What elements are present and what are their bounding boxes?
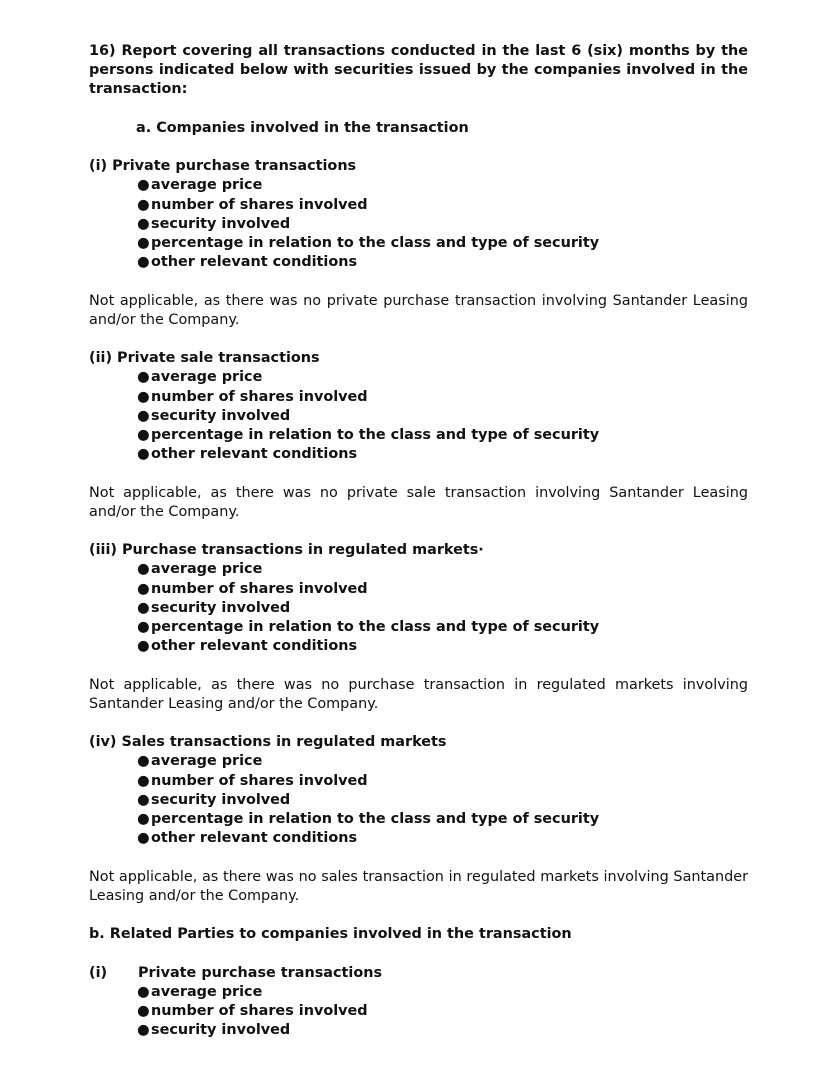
list-item: ●security involved [137,599,748,618]
list-item: ●security involved [137,791,748,810]
item-number: (i) [89,964,108,981]
related-private-purchase-heading [89,964,748,983]
bullet-icon: ● [137,196,150,213]
regulated-purchase-heading: (iii) Purchase transactions in regulated markets· [89,542,484,559]
bullet-icon: ● [137,638,150,655]
list-item: ●number of shares involved [137,196,748,215]
list-item: ●average price [137,368,748,387]
bullet-icon: ● [137,983,150,1000]
bullet-icon: ● [137,254,150,271]
bullet-list [89,560,748,656]
private-sale-note: Not applicable, as there was no private sale transaction involving Santander Leasing and/or the Company. [89,484,748,520]
list-item: ●percentage in relation to the class and type of security [137,234,748,253]
list-item: ●number of shares involved [137,772,748,791]
list-item: ●average price [137,752,748,771]
bullet-icon: ● [137,427,150,443]
bullet-icon: ● [137,235,150,251]
section-a-heading: a. Companies involved in the transaction [136,119,469,136]
bullet-icon: ● [137,215,150,232]
regulated-sales-note: Not applicable, as there was no sales transaction in regulated markets involving Santander Leasing and/or the Company. [89,868,748,904]
list-item: ●other relevant conditions [137,445,748,464]
private-sale-heading: (ii) Private sale transactions [89,350,320,367]
list-item: ●number of shares involved [137,388,748,407]
bullet-icon: ● [137,388,150,405]
bullet-icon: ● [137,446,150,463]
bullet-icon: ● [137,619,150,635]
bullet-list [89,983,748,1041]
section-b-heading: b. Related Parties to companies involved in the transaction [89,926,572,943]
regulated-sales-heading: (iv) Sales transactions in regulated markets [89,734,447,751]
list-item: ●percentage in relation to the class and type of security [137,810,748,829]
list-item: ●other relevant conditions [137,637,748,656]
list-item: ●percentage in relation to the class and type of security [137,618,748,637]
private-purchase-heading: (i) Private purchase transactions [89,158,357,175]
bullet-icon: ● [137,407,150,424]
document-content [89,42,748,1040]
list-item: ●average price [137,176,748,195]
item-title: Private purchase transactions [138,964,383,981]
private-purchase-note: Not applicable, as there was no private purchase transaction involving Santander Leasing and/or the Company. [89,292,748,328]
bullet-icon: ● [137,811,150,827]
list-item: ●other relevant conditions [137,829,748,848]
item-16-intro: 16) Report covering all transactions conducted in the last 6 (six) months by the persons indicated below with securities issued by the companies involved in the transaction: [89,43,748,98]
list-item: ●other relevant conditions [137,253,748,272]
list-item: ●security involved [137,407,748,426]
bullet-icon: ● [137,580,150,597]
bullet-list [89,176,748,272]
bullet-icon: ● [137,1022,150,1039]
bullet-icon: ● [137,561,150,578]
bullet-icon: ● [137,177,150,194]
bullet-list [89,368,748,464]
bullet-icon: ● [137,772,150,789]
list-item: ●number of shares involved [137,580,748,599]
bullet-icon: ● [137,830,150,847]
list-item: ●average price [137,983,748,1002]
bullet-icon: ● [137,369,150,386]
list-item: ●percentage in relation to the class and type of security [137,426,748,445]
bullet-icon: ● [137,753,150,770]
list-item: ●number of shares involved [137,1002,748,1021]
bullet-icon: ● [137,599,150,616]
bullet-list [89,752,748,848]
list-item: ●average price [137,560,748,579]
bullet-icon: ● [137,791,150,808]
regulated-purchase-note: Not applicable, as there was no purchase transaction in regulated markets involving Santander Leasing and/or the Company. [89,676,748,712]
list-item: ●security involved [137,1021,748,1040]
list-item: ●security involved [137,215,748,234]
bullet-icon: ● [137,1002,150,1019]
